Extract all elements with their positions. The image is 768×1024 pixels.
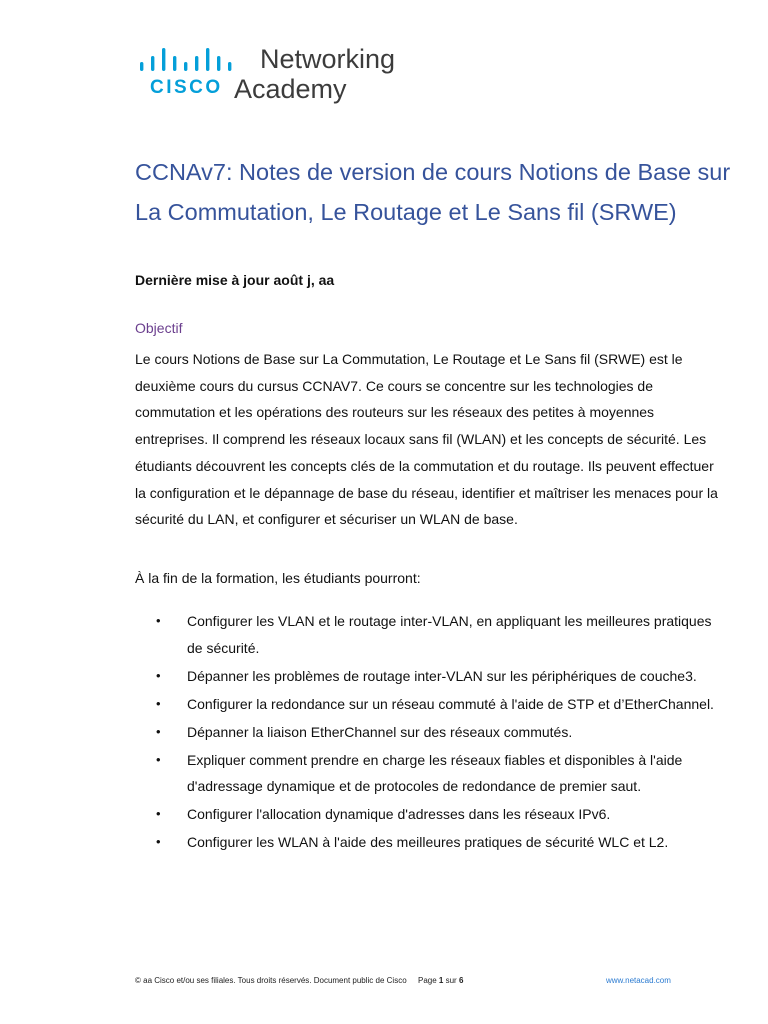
list-item-text: Configurer les WLAN à l'aide des meilleures pratiques de sécurité WLC et L2. xyxy=(187,834,669,850)
bullet-icon: • xyxy=(156,806,161,821)
cisco-wordmark: CISCO xyxy=(150,77,223,98)
bullet-icon: • xyxy=(156,695,161,711)
bullet-icon: • xyxy=(156,613,161,628)
bullet-icon: • xyxy=(156,667,161,683)
list-item-text: Configurer l'allocation dynamique d'adresses dans les réseaux IPv6. xyxy=(187,806,611,822)
last-updated: Dernière mise à jour août j, aa xyxy=(135,272,335,288)
list-item-text: Configurer la redondance sur un réseau commuté à l'aide de STP et d’EtherChannel. xyxy=(187,695,714,712)
bullet-icon: • xyxy=(156,751,161,767)
bullet-icon: • xyxy=(156,723,161,739)
list-item-text: Expliquer comment prendre en charge les réseaux fiables et disponibles à l'aide d'adressage dynamique et de protocoles de redondance de premier saut. xyxy=(187,751,683,794)
section-heading-objectif: Objectif xyxy=(135,320,183,336)
cisco-networking-academy-logo xyxy=(138,44,396,104)
list-item xyxy=(135,719,725,746)
copyright-notice: © aa Cisco et/ou ses filiales. Tous droits réservés. Document public de Cisco xyxy=(135,976,407,985)
goals-intro: À la fin de la formation, les étudiants pourront: xyxy=(135,570,421,586)
bullet-icon: • xyxy=(156,834,161,849)
list-item-text: Configurer les VLAN et le routage inter-VLAN, en appliquant les meilleures pratiques de sécurité. xyxy=(187,613,712,656)
page-indicator xyxy=(418,976,463,985)
document-title: CCNAv7: Notes de version de cours Notions de Base sur La Commutation, Le Routage et Le Sans fil (SRWE) xyxy=(135,159,731,225)
list-item-text: Dépanner les problèmes de routage inter-VLAN sur les périphériques de couche3. xyxy=(187,667,697,684)
list-item xyxy=(135,663,725,690)
cisco-bars-icon xyxy=(138,46,234,76)
page-label: Page xyxy=(418,976,437,985)
page-footer xyxy=(0,976,768,990)
list-item xyxy=(135,608,725,661)
goals-list xyxy=(135,608,725,857)
page-total: 6 xyxy=(458,976,464,985)
list-item-text: Dépanner la liaison EtherChannel sur des réseaux commutés. xyxy=(187,723,573,740)
page-number: 1 xyxy=(438,976,444,985)
list-item xyxy=(135,801,725,828)
list-item xyxy=(135,691,725,718)
list-item xyxy=(135,747,725,800)
logo-academy-text: Academy xyxy=(234,74,347,104)
netacad-link[interactable]: www.netacad.com xyxy=(606,976,671,985)
logo-networking-text: Networking xyxy=(260,44,396,74)
list-item xyxy=(135,829,725,856)
objective-paragraph: Le cours Notions de Base sur La Commutation, Le Routage et Le Sans fil (SRWE) est le deuxième cours du cursus CCNAV7. Ce cours se concentre sur les technologies de commutation et les opérations des routeurs sur les réseaux des petites à moyennes entreprises. Il comprend les réseaux locaux sans fil (WLAN) et les concepts de sécurité. Les étudiants découvrent les concepts clés de la commutation et du routage. Ils peuvent effectuer la configuration et le dépannage de base du réseau, identifier et maîtriser les menaces pour la sécurité du LAN, et configurer et sécuriser un WLAN de base. xyxy=(135,351,718,528)
page-separator: sur xyxy=(445,976,457,985)
